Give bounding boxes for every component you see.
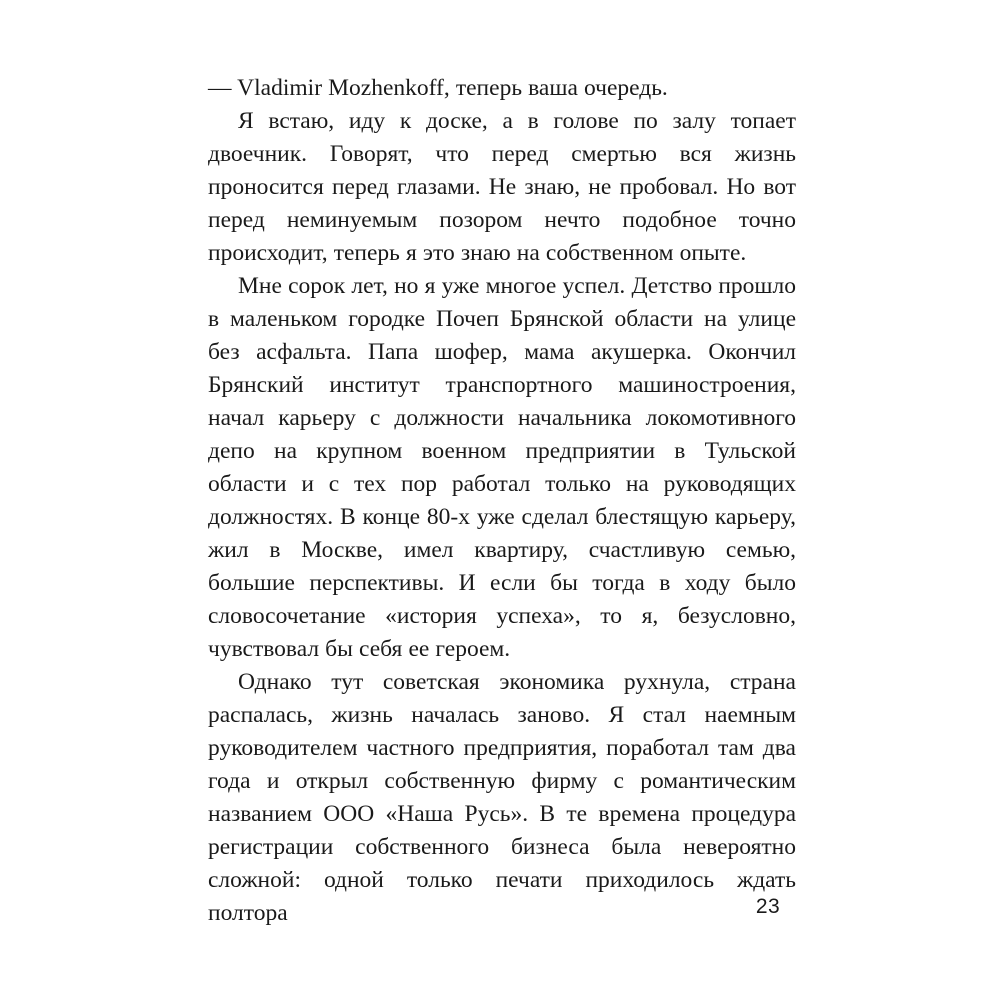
body-paragraph-2: Мне сорок лет, но я уже многое успел. Детство прошло в маленьком городке Почеп Брянской области на улице без асфальта. Папа шофер, мама акушерка. Окончил Брянский институт транспортного машиностроения, начал карьеру с должности начальника локомотивного депо на крупном военном предприятии в Тульской области и с тех пор работал только на руководящих должностях. В конце 80-х уже сделал блестящую карьеру, жил в Москве, имел квартиру, счастливую семью, большие перспективы. И если бы тогда в ходу было словосочетание «история успеха», то я, безусловно, чувствовал бы себя ее героем. <box>208 273 796 662</box>
body-paragraph-3: Однако тут советская экономика рухнула, страна распалась, жизнь началась заново. Я стал наемным руководителем частного предприятия, поработал там два года и открыл собственную фирму с романтическим названием ООО «Наша Русь». В те времена процедура регистрации собственного бизнеса была невероятно сложной: одной только печати приходилось ждать полтора <box>208 669 796 926</box>
dialogue-line: — Vladimir Mozhenkoff, теперь ваша очередь. <box>208 75 668 101</box>
page-text-block <box>208 72 796 930</box>
page-number: 23 <box>755 895 781 918</box>
body-paragraph-1: Я встаю, иду к доске, а в голове по залу топает двоечник. Говорят, что перед смертью вся жизнь проносится перед глазами. Не знаю, не пробовал. Но вот перед неминуемым позором нечто подобное точно происходит, теперь я это знаю на собственном опыте. <box>208 108 796 266</box>
